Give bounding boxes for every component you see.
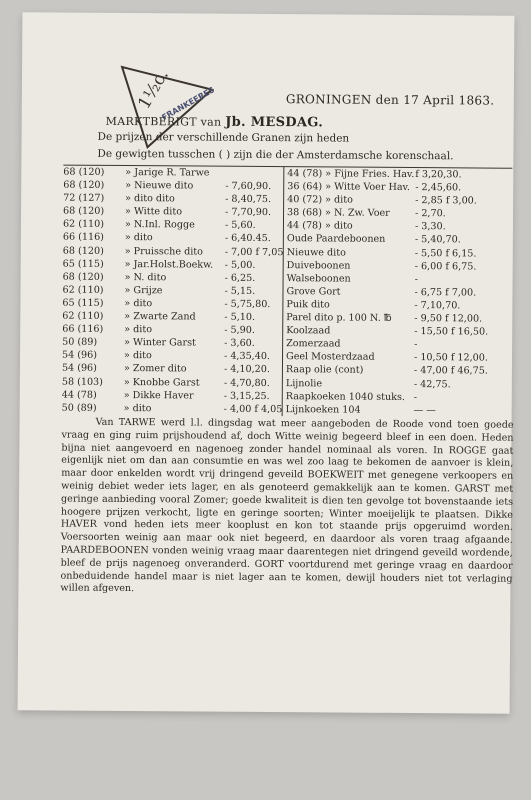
item-cell: 44 (78) » Fijne Fries. Hav. bbox=[287, 168, 415, 181]
item-cell: » Nieuwe dito bbox=[125, 180, 194, 192]
item-cell: Grove Gort bbox=[286, 285, 341, 298]
price-cell: - 4,10,20. bbox=[223, 364, 270, 376]
price-cell: - 4,70,80. bbox=[223, 377, 270, 389]
price-cell: - 2,45,60. bbox=[415, 182, 462, 194]
item-cell: » dito dito bbox=[125, 193, 175, 205]
price-row bbox=[62, 401, 282, 416]
price-cell: - 47,00 f 46,75. bbox=[413, 365, 488, 377]
item-cell: 44 (78) » dito bbox=[286, 220, 353, 232]
item-cell: 36 (64) » Witte Voer Hav. bbox=[287, 181, 410, 194]
price-cell: - 5,40,70. bbox=[414, 234, 461, 246]
item-cell: » Zwarte Zand bbox=[124, 311, 196, 323]
price-cell: - 2,85 f 3,00. bbox=[415, 195, 477, 207]
item-cell: Raap olie (cont) bbox=[285, 364, 364, 377]
price-cell: - 5,00. bbox=[224, 259, 256, 271]
item-cell: » Winter Garst bbox=[124, 337, 196, 349]
price-row bbox=[283, 403, 511, 418]
item-cell: » Jarige R. Tarwe bbox=[125, 167, 210, 179]
item-cell: Lijnkoeken 104 bbox=[285, 403, 361, 416]
item-cell: Duiveboonen bbox=[286, 259, 351, 272]
price-cell: — — bbox=[413, 404, 436, 416]
item-cell: » dito bbox=[124, 297, 153, 310]
price-cell: - 3,30. bbox=[414, 221, 446, 233]
price-cell: - 7,10,70. bbox=[414, 299, 461, 312]
item-cell: » dito bbox=[124, 232, 153, 244]
price-list-left bbox=[62, 165, 285, 416]
item-cell: » dito bbox=[124, 350, 152, 362]
item-cell: 38 (68) » N. Zw. Voer bbox=[287, 207, 390, 220]
price-cell: - bbox=[413, 391, 418, 403]
item-cell: » dito bbox=[123, 402, 152, 414]
price-cell: - 6,40.45. bbox=[224, 233, 271, 245]
item-cell: Oude Paardeboonen bbox=[286, 233, 386, 246]
item-cell: Geel Mosterdzaad bbox=[286, 351, 375, 364]
weight-cell: 44 (78) bbox=[61, 389, 97, 401]
weight-cell: 68 (120) bbox=[62, 271, 104, 283]
price-cell: - 3,15,25. bbox=[223, 390, 270, 402]
weight-cell: 54 (96) bbox=[61, 362, 97, 375]
weight-cell: 66 (116) bbox=[62, 232, 104, 244]
item-cell: Koolzaad bbox=[286, 325, 331, 337]
item-cell: » dito bbox=[124, 324, 153, 336]
price-cell: - 5,60. bbox=[224, 220, 256, 232]
weight-cell: 50 (89) bbox=[62, 336, 98, 349]
price-cell: - 10,50 f 12,00. bbox=[414, 352, 488, 364]
market-report-sheet bbox=[18, 12, 515, 713]
item-cell: 40 (72) » dito bbox=[287, 194, 353, 206]
price-cell: - 5,10. bbox=[224, 311, 256, 323]
weight-cell: 65 (115) bbox=[62, 258, 104, 270]
item-cell: Zomerzaad bbox=[286, 338, 341, 350]
price-cell: - 3,60. bbox=[224, 337, 255, 350]
price-cell: - 6,75 f 7,00. bbox=[414, 286, 477, 299]
price-cell: - 9,50 f 12,00. bbox=[414, 313, 483, 325]
price-cell: - 7,00 f 7,05 bbox=[224, 246, 284, 258]
item-cell: » Jar.Holst.Boekw. bbox=[124, 258, 214, 271]
weight-cell: 66 (116) bbox=[62, 323, 104, 335]
price-cell: - 5,50 f 6,15. bbox=[414, 247, 477, 260]
price-cell: - 5,75,80. bbox=[224, 298, 271, 310]
price-cell: - 5,90. bbox=[224, 324, 255, 337]
price-cell: - 7,70,90. bbox=[225, 206, 272, 219]
city-date: GRONINGEN den 17 April 1863. bbox=[285, 92, 495, 108]
weight-cell: 54 (96) bbox=[62, 349, 98, 362]
price-cell: - 42,75. bbox=[413, 378, 451, 390]
weight-cell: 50 (89) bbox=[61, 402, 97, 414]
item-cell: Raapkoeken 1040 stuks. bbox=[285, 390, 406, 403]
price-cell: - 6,00 f 6,75. bbox=[414, 260, 477, 273]
subtitle-weights: De gewigten tusschen ( ) zijn die der Amsterdamsche korenschaal. bbox=[97, 147, 454, 163]
subtitle-prices: De prijzen der verschillende Granen zijn heden bbox=[97, 130, 350, 145]
stamp-band-text: FRANKEERES bbox=[160, 85, 217, 123]
weight-cell: 62 (110) bbox=[62, 310, 104, 322]
item-cell: Parel dito p. 100 N. ℔ bbox=[286, 312, 392, 324]
item-cell: Nieuwe dito bbox=[286, 246, 346, 259]
weight-cell: 68 (120) bbox=[62, 245, 104, 257]
price-cell: - 4,00 f 4,05 bbox=[223, 403, 283, 415]
weight-cell: 62 (110) bbox=[62, 218, 105, 231]
item-cell: » Grijze bbox=[124, 284, 163, 297]
price-cell: - 8,40,75. bbox=[225, 193, 272, 206]
merchant-name: Jb. MESDAG. bbox=[225, 114, 324, 131]
price-cell: - bbox=[414, 339, 418, 351]
weight-cell: 58 (103) bbox=[61, 376, 103, 388]
title-prefix: MARKTBERIGT van bbox=[105, 114, 222, 129]
commentary-paragraph: Van TARWE werd l.l. dingsdag wat meer aangeboden de Roode vond toen goede vraag en ging ruim prijshoudend af, doch Witte weinig begeerd bleef in een doen. Heden bijna niet aangevoerd en nagenoeg zonder handel nominaal als voren. In ROGGE gaat eigenlijk niet om dan aan consumtie en was wel zoo laag te bekomen de aanvoer is klein, maar door enkelden wordt vrij dringend geveild BOEKWEIT met genegene verkoopers en weinig debiet weder iets lager, en als genoteerd gemakkelijk aan te komen. GARST met geringe aanbieding vooral Zomer; goede kwaliteit is dien ten gevolge tot bovenstaande iets hoogere prijzen verkocht, ligte en geringe soorten; Winter moeijelijk te plaatsen. Dikke HAVER vond heden iets meer kooplust en kon tot staande prijs opgeruimd worden. Voersoorten weinig aan maar ook niet begeerd, en daardoor als voren traag afgaande. PAARDEBOONEN vonden weinig vraag maar daarentegen niet dringend geveild wordende, bleef de prijs nagenoeg onveranderd. GORT voortdurend met geringe vraag en daardoor onbeduidende handel maar is niet lager aan te komen, dewijl houders niet tot verlaging willen afgeven. bbox=[60, 416, 514, 595]
item-cell: » N. dito bbox=[124, 271, 167, 284]
report-title bbox=[106, 114, 323, 131]
price-cell: - 7,60,90. bbox=[225, 180, 272, 193]
item-cell: Walseboonen bbox=[286, 272, 351, 285]
price-cell: - 6,25. bbox=[224, 272, 256, 284]
weight-cell: 62 (110) bbox=[62, 284, 104, 296]
price-cell: - bbox=[414, 273, 418, 285]
price-list-right bbox=[283, 166, 513, 417]
market-commentary bbox=[60, 417, 513, 599]
weight-cell: 65 (115) bbox=[62, 297, 104, 309]
weight-cell: 68 (120) bbox=[63, 179, 105, 191]
price-cell: - 5,15. bbox=[224, 285, 256, 297]
price-cell: - 2,70. bbox=[415, 208, 446, 220]
item-cell: » Zomer dito bbox=[123, 363, 187, 375]
price-cell: f 3,20,30. bbox=[415, 169, 462, 181]
weight-cell: 68 (120) bbox=[63, 205, 105, 218]
item-cell: Puik dito bbox=[286, 299, 330, 311]
item-cell: » Knobbe Garst bbox=[123, 376, 200, 389]
item-cell: » Dikke Haver bbox=[123, 389, 194, 402]
price-cell bbox=[225, 167, 280, 180]
item-cell: Lijnolie bbox=[285, 377, 323, 389]
price-cell: - 4,35,40. bbox=[224, 351, 271, 363]
item-cell: » N.Inl. Rogge bbox=[124, 219, 195, 231]
item-cell: » Pruissche dito bbox=[124, 245, 204, 258]
stamp-text: 1½c. bbox=[134, 66, 173, 113]
price-cell: - 15,50 f 16,50. bbox=[414, 326, 489, 338]
weight-cell: 72 (127) bbox=[63, 192, 105, 205]
weight-cell: 68 (120) bbox=[63, 166, 105, 178]
item-cell: » Witte dito bbox=[125, 206, 183, 218]
